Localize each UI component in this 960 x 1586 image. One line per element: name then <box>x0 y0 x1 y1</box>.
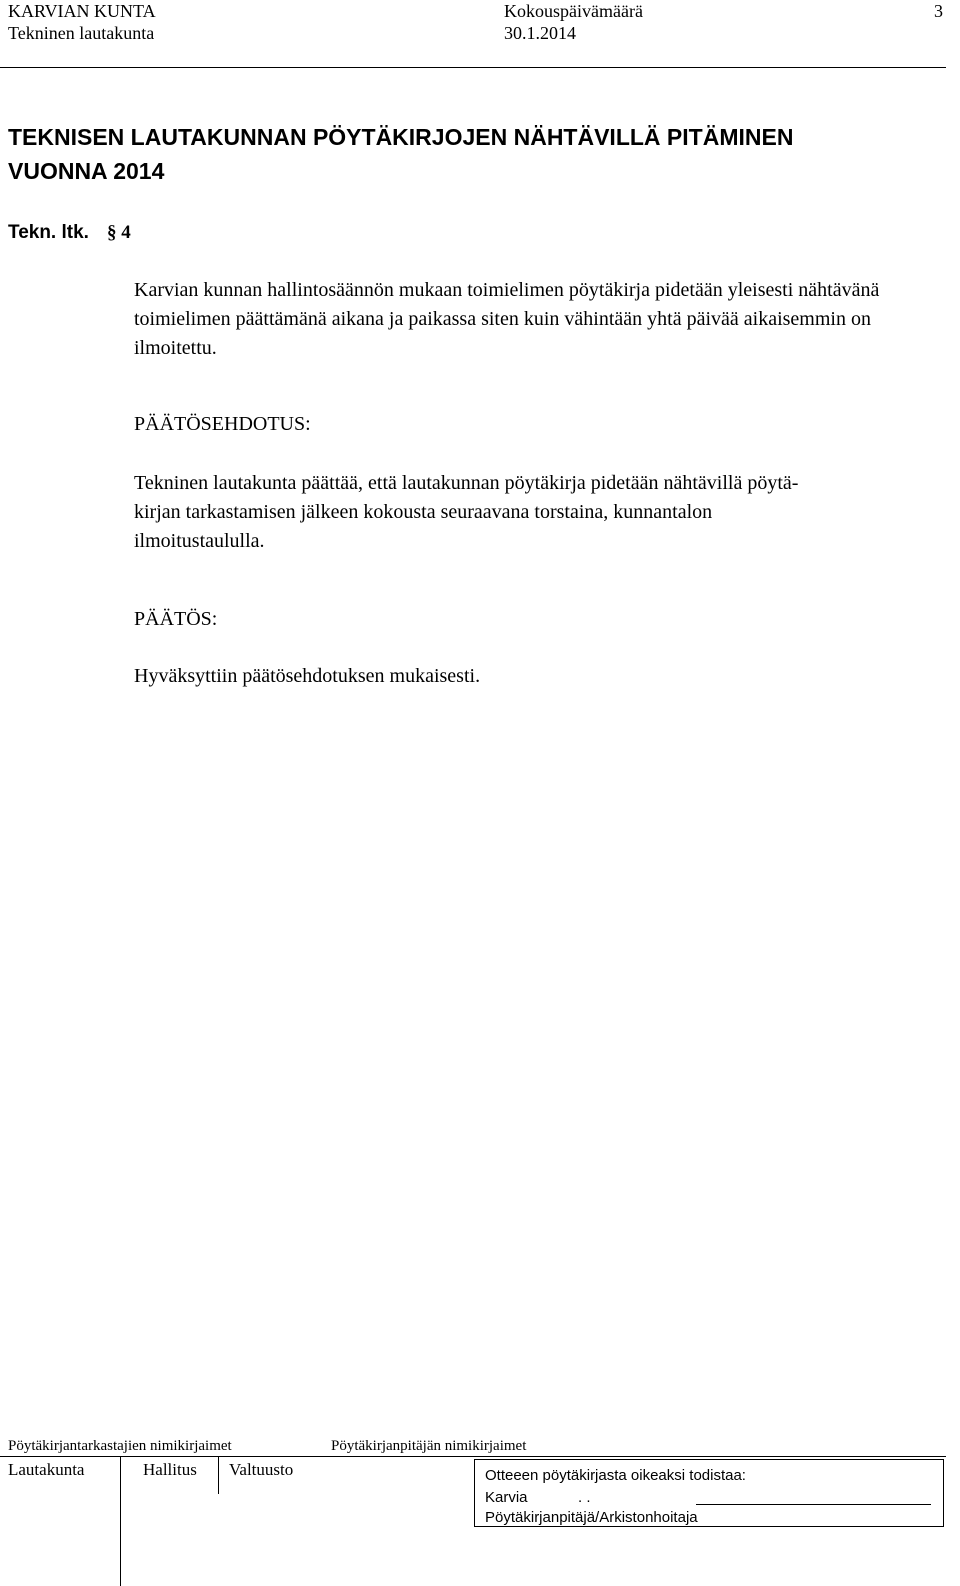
footer-top-rule <box>0 1456 946 1457</box>
header-meeting-date-label: Kokouspäivämäärä <box>504 1 643 21</box>
section-ref-label: Tekn. ltk. <box>8 222 89 243</box>
footer-lautakunta: Lautakunta <box>8 1460 85 1479</box>
signature-line <box>696 1504 931 1505</box>
header-divider <box>0 67 946 68</box>
footer-valtuusto: Valtuusto <box>229 1460 294 1479</box>
proposal-text-line2: kirjan tarkastamisen jälkeen kokousta seuraavana torstaina, kunnantalon <box>134 501 713 523</box>
page-number: 3 <box>934 1 943 21</box>
footer-hallitus: Hallitus <box>143 1460 197 1479</box>
header-board: Tekninen lautakunta <box>8 23 155 43</box>
footer-column-divider-2 <box>218 1456 219 1494</box>
secretary-initials-label: Pöytäkirjanpitäjän nimikirjaimet <box>331 1438 527 1454</box>
certification-title: Otteeen pöytäkirjasta oikeaksi todistaa: <box>485 1467 746 1484</box>
proposal-text-line1: Tekninen lautakunta päättää, että lautakunnan pöytäkirja pidetään nähtävillä pöytä- <box>134 472 799 494</box>
inspectors-initials-label: Pöytäkirjantarkastajien nimikirjaimet <box>8 1438 232 1454</box>
certification-role: Pöytäkirjanpitäjä/Arkistonhoitaja <box>485 1509 698 1526</box>
proposal-text-line3: ilmoitustaululla. <box>134 530 265 552</box>
header-municipality: KARVIAN KUNTA <box>8 1 156 21</box>
document-title-line1: TEKNISEN LAUTAKUNNAN PÖYTÄKIRJOJEN NÄHTÄVILLÄ PITÄMINEN <box>8 124 794 150</box>
section-paragraph-mark: § 4 <box>107 222 131 243</box>
proposal-heading: PÄÄTÖSEHDOTUS: <box>134 413 311 435</box>
decision-heading: PÄÄTÖS: <box>134 608 218 630</box>
certification-box <box>474 1459 944 1527</box>
document-title-line2: VUONNA 2014 <box>8 158 165 184</box>
footer-column-divider-1 <box>120 1456 121 1586</box>
decision-text: Hyväksyttiin päätösehdotuksen mukaisesti. <box>134 665 481 687</box>
intro-paragraph: Karvian kunnan hallintosäännön mukaan toimielimen pöytäkirja pidetään yleisesti nähtävänä toimielimen päättämänä aikana ja paikassa siten kuin vähintään yhtä päivää aikaisemmin on ilmoitettu. <box>134 279 880 359</box>
certification-place: Karvia <box>485 1489 528 1506</box>
certification-date-dots: . . <box>578 1489 591 1506</box>
header-meeting-date: 30.1.2014 <box>504 23 576 43</box>
